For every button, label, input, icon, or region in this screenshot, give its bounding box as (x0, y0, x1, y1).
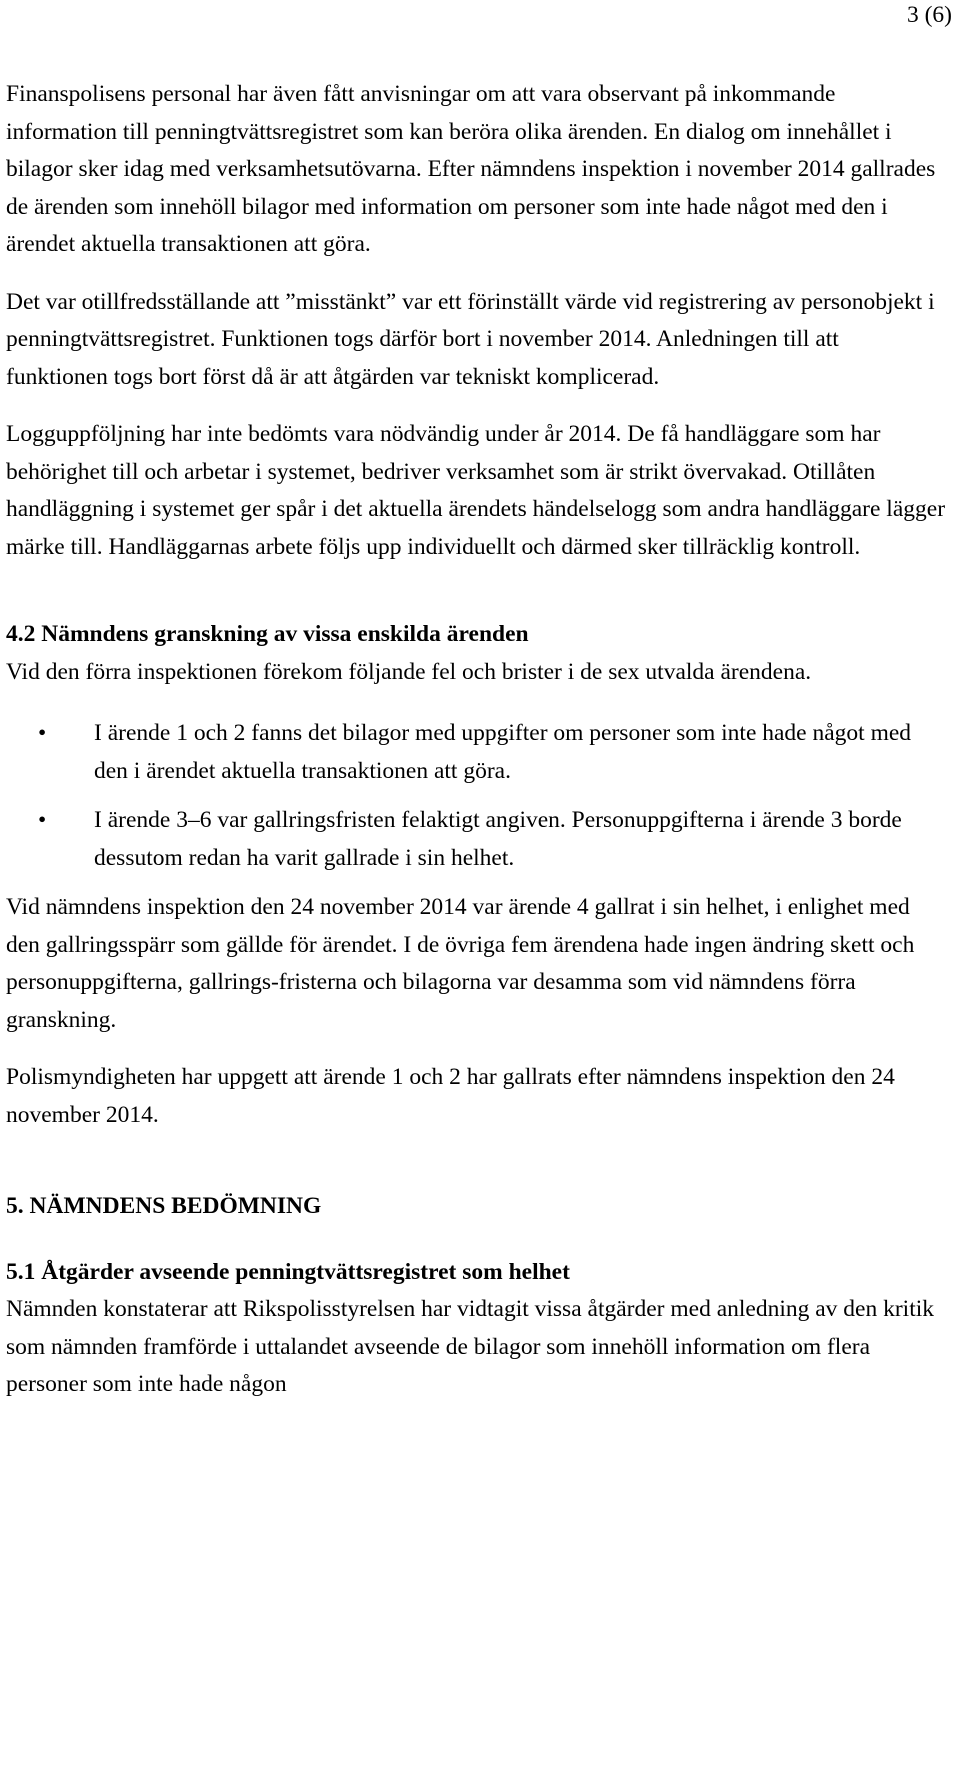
paragraph-logguppfoljning: Logguppföljning har inte bedömts vara nödvändig under år 2014. De få handläggare som har behörighet till och arbetar i systemet, bedriver verksamhet som är strikt övervakad. Otillåten handläggning i systemet ger spår i det aktuella ärendets händelselogg som andra handläggare lägger märke till. Handläggarnas arbete följs upp individuellt och därmed sker tillräcklig kontroll. (6, 421, 946, 560)
paragraph-misstankt-varde: Det var otillfredsställande att ”misstänkt” var ett förinställt värde vid registrering av personobjekt i penningtvättsregistret. Funktionen togs därför bort i november 2014. Anledningen till att funktionen togs bort först då är att åtgärden var tekniskt komplicerad. (6, 288, 935, 390)
section-heading-4-2: 4.2 Nämndens granskning av vissa enskilda ärenden (6, 621, 529, 647)
paragraph-forra-inspektionen: Vid den förra inspektionen förekom följande fel och brister i de sex utvalda ärendena. (6, 658, 812, 685)
list-item (6, 715, 946, 790)
list-item (6, 802, 946, 877)
findings-list (6, 715, 946, 877)
list-item-text: I ärende 1 och 2 fanns det bilagor med uppgifter om personer som inte hade något med den i ärendet aktuella transaktionen att göra. (94, 720, 912, 784)
paragraph-anvisningar: Finanspolisens personal har även fått anvisningar om att vara observant på inkommande information till penningtvättsregistret som kan beröra olika ärenden. En dialog om innehållet i bilagor sker idag med verksamhetsutövarna. Efter nämndens inspektion i november 2014 gallrades de ärenden som innehöll bilagor med information om personer som inte hade något med den i ärendet aktuella transaktionen att göra. (6, 81, 936, 257)
paragraph-inspektion-24-november: Vid nämndens inspektion den 24 november 2014 var ärende 4 gallrat i sin helhet, i enlighet med den gallringsspärr som gällde för ärendet. I de övriga fem ärendena hade ingen ändring skett och personuppgifterna, gallrings-fristerna och bilagorna var desamma som vid nämndens förra granskning. (6, 894, 915, 1033)
bullet-icon: • (38, 807, 47, 833)
chapter-heading-5: 5. NÄMNDENS BEDÖMNING (6, 1193, 322, 1219)
list-item-text: I ärende 3–6 var gallringsfristen felaktigt angiven. Personuppgifterna i ärende 3 borde dessutom redan ha varit gallrade i sin helhet. (94, 807, 902, 871)
paragraph-polismyndigheten: Polismyndigheten har uppgett att ärende 1 och 2 har gallrats efter nämndens inspektion den 24 november 2014. (6, 1064, 895, 1128)
bullet-icon: • (38, 720, 47, 746)
document-body (6, 76, 946, 1404)
paragraph-namnden-konstaterar: Nämnden konstaterar att Rikspolisstyrelsen har vidtagit vissa åtgärder med anledning av den kritik som nämnden framförde i uttalandet avseende de bilagor som innehöll information om flera personer som inte hade någon (6, 1296, 935, 1397)
page-number: 3 (6) (906, 2, 952, 28)
section-heading-5-1: 5.1 Åtgärder avseende penningtvättsregistret som helhet (6, 1258, 570, 1285)
